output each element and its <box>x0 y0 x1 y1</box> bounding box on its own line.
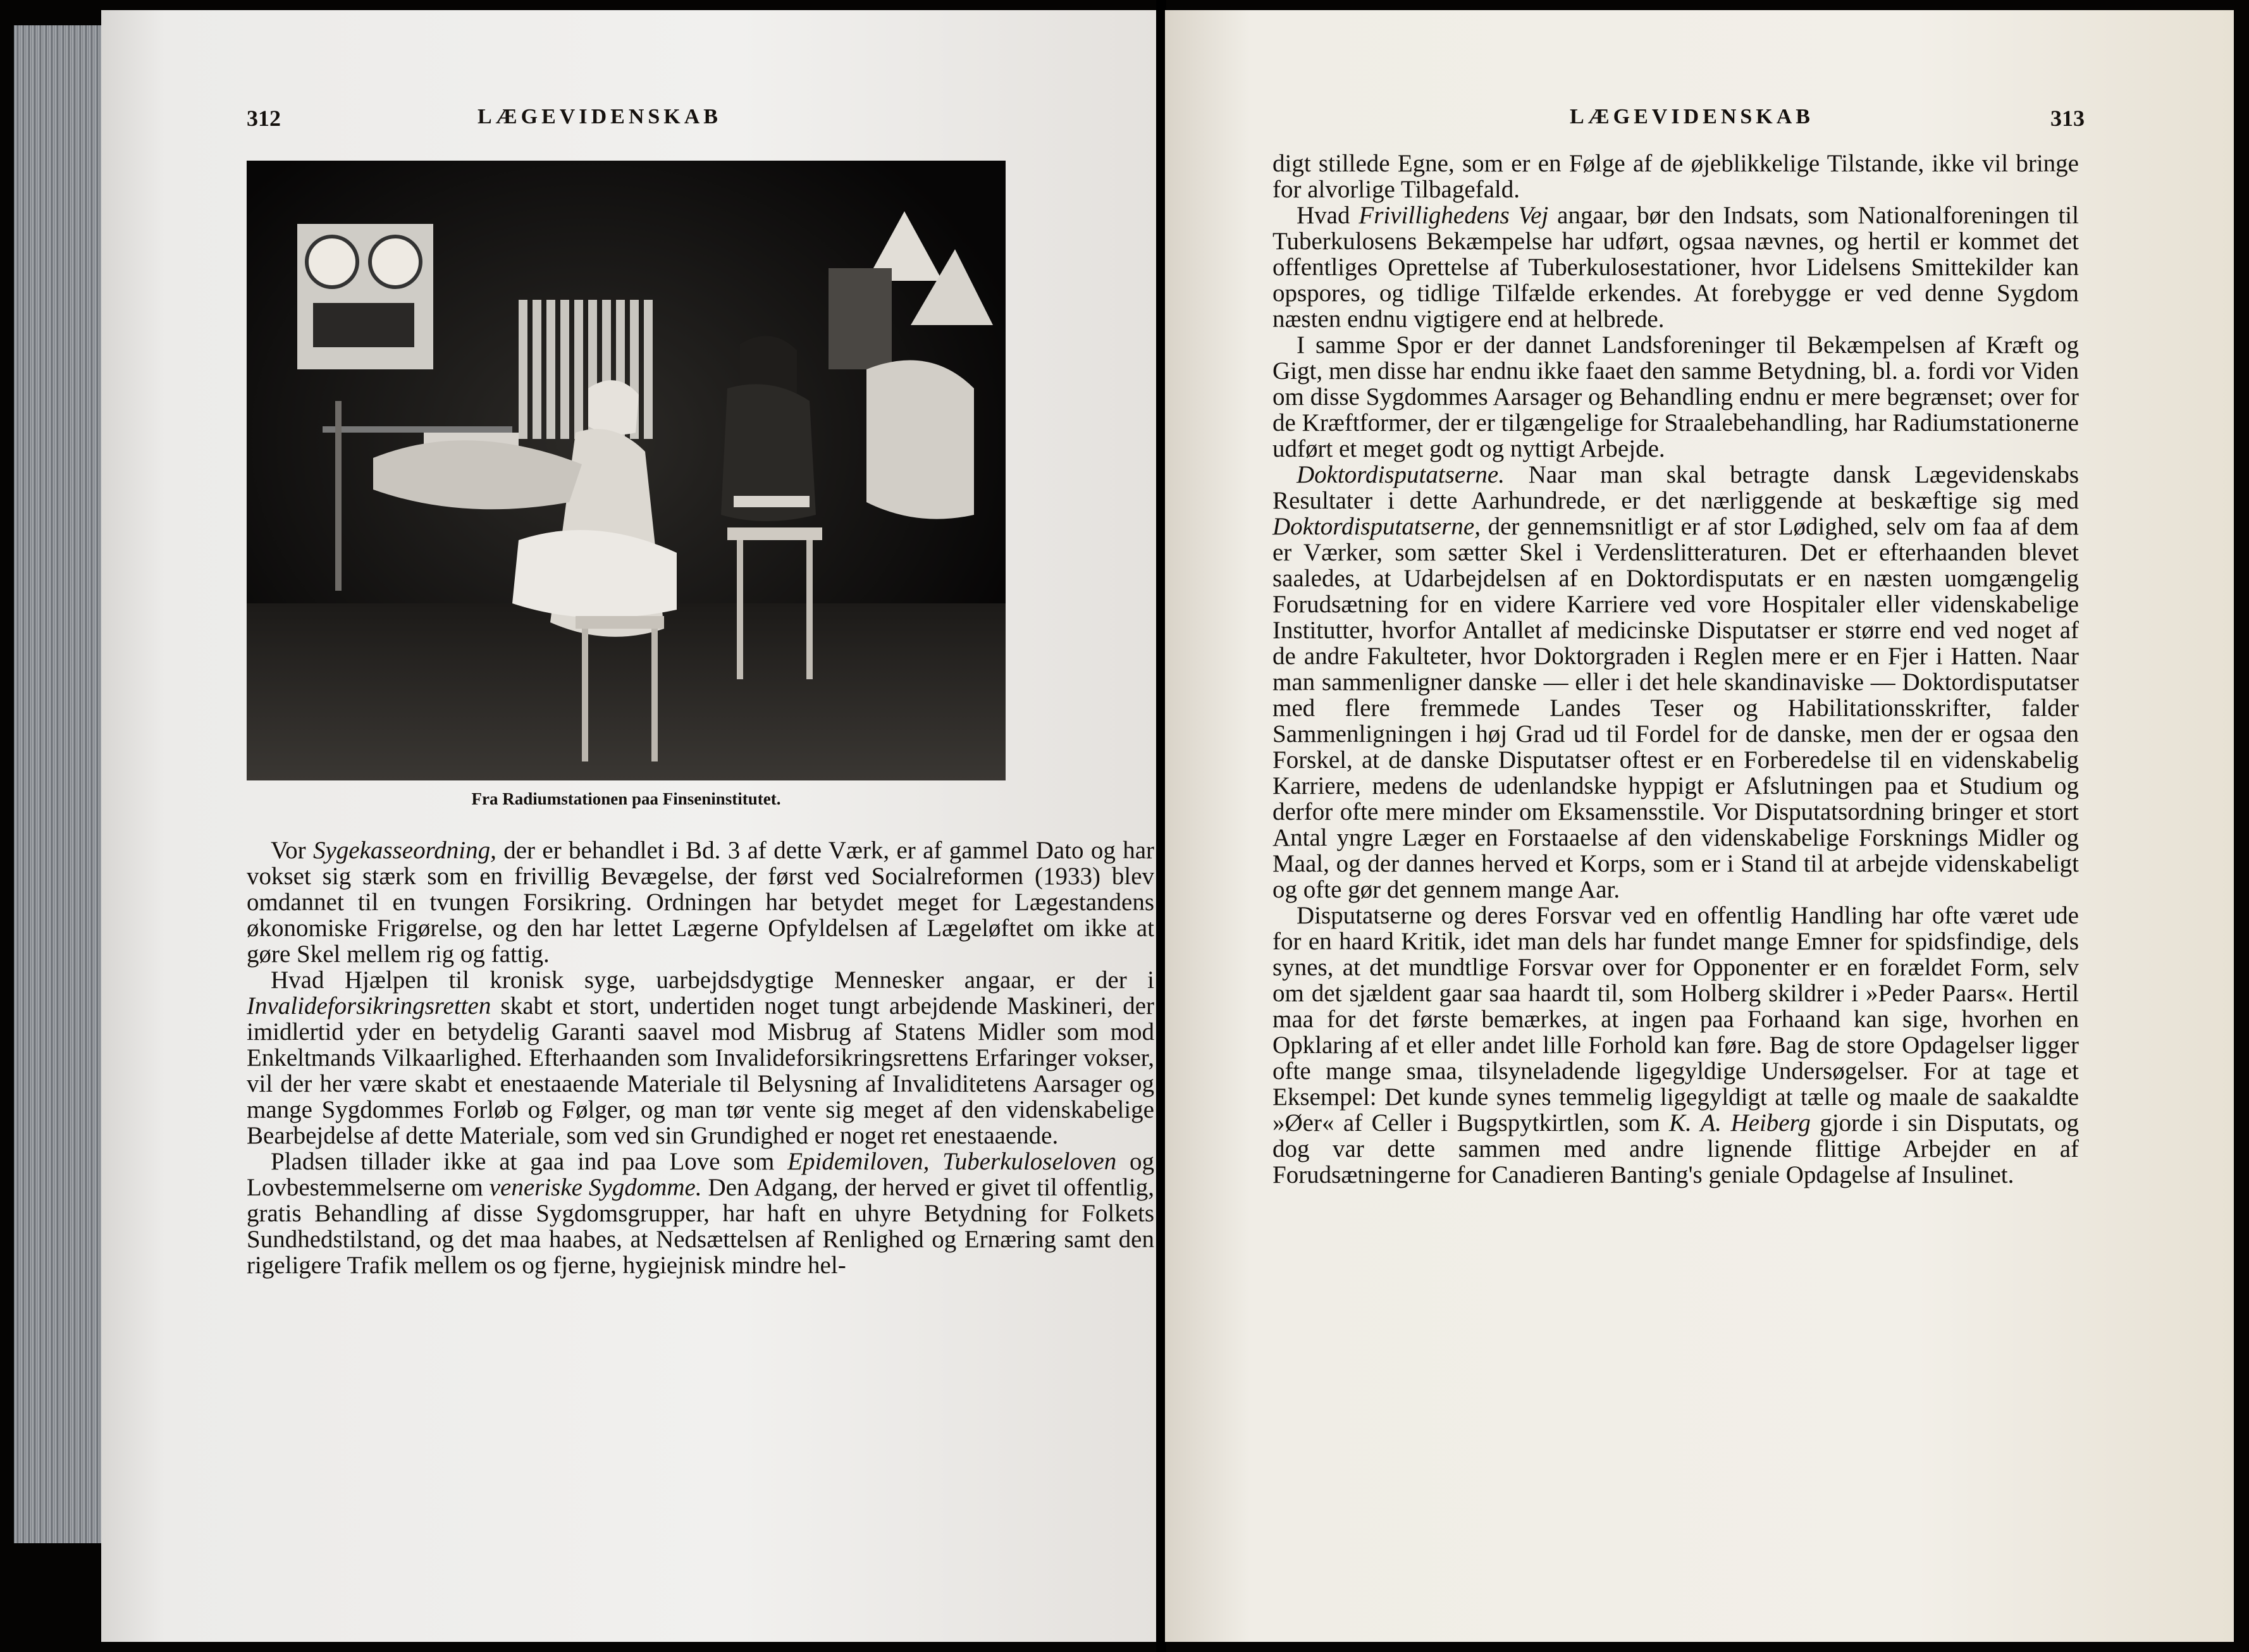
text-run: Vor <box>271 837 313 864</box>
page-number-right: 313 <box>2050 106 2085 131</box>
running-head-right: LÆGEVIDENSKAB <box>1570 105 1814 128</box>
section-heading-doktordisputatserne: Doktordisputatserne. <box>1297 461 1505 488</box>
paragraph-doktordisputatserne <box>1272 462 2079 903</box>
left-body-text <box>247 837 1154 1278</box>
radium-station-photo <box>247 161 1006 780</box>
paragraph-forsvar <box>1272 903 2079 1188</box>
text-run: Naar man skal betragte dansk Lægevidenskabs Resultater i dette Aarhundrede, er det nærliggende at beskæftige sig med <box>1272 461 2079 514</box>
photo-illustration <box>247 161 1006 780</box>
text-run: gjorde i sin Disputats, og dog var dette sammen med andre lignende flittige Arbejder en af Forudsætningerne for Canadieren Banting's geniale Opdagelse af Insulinet. <box>1272 1109 2079 1188</box>
text-run: der gennemsnitligt er af stor Lødighed, selv om faa af dem er Værker, som sætter Skel i Verdenslitteraturen. Det er efterhaanden blevet saaledes, at Udarbejdelsen af en Doktordisputats er en næsten uomgængelig Forudsætning for en videre Karriere ved vore Hospitaler eller videnskabelige Institutter, hvorfor Antallet af medicinske Disputatser er større end ved noget af de andre Fakulteter, hvor Doktorgraden i Reglen mere er en Fjer i Hatten. Naar man sammenligner danske — eller i det hele skandinaviske — Doktordisputatser med flere fremmede Landes Teser og Habilitationsskrifter, falder Sammenligningen i høj Grad ud til Fordel for de danske, men der er ogsaa den Forskel, at de danske Disputatser oftest er en Forberedelse til en videnskabelig Karriere, medens de udenlandske hyppigt er Afslutningen paa et Studium og derfor ofte mere minder om Eksamensstile. Vor Disputatsordning bringer et stort Antal yngre Læger en Forstaaelse af den videnskabelige Forsknings Midler og Maal, og der dannes herved et Korps, som er i Stand til at arbejde videnskabeligt og ofte gør det gennem mange Aar. <box>1272 513 2079 903</box>
text-run: Disputatserne og deres Forsvar ved en offentlig Handling har ofte været ude for en haard Kritik, idet man dels har fundet mange Emner for spidsfindige, dels synes, at det mundtlige Forsvar over for Opponenter er en forældet Form, selv om det sjældent gaar saa haardt til, som Holberg skildrer i »Peder Paars«. Hertil maa for det første bemærkes, at ingen paa Forhaand kan sige, hvorhen en Opklaring af et eller andet lille Forhold kan føre. Bag de store Opdagelser ligger ofte mange smaa, tilsyneladende ligegyldige Undersøgelser. For at tage et Eksempel: Det kunde synes temmelig ligegyldigt at tælle og maale de saakaldte »Øer« af Celler i Bugspytkirtlen, som <box>1272 902 2079 1137</box>
paragraph-invalide <box>247 967 1154 1149</box>
emphasis-heiberg: K. A. Heiberg <box>1669 1109 1811 1137</box>
emphasis-epidemiloven: Epidemiloven, Tuberkuloseloven <box>787 1148 1117 1175</box>
emphasis-invalideforsikringsretten: Invalideforsikringsretten <box>247 992 491 1020</box>
paragraph-landsforeninger: I samme Spor er der dannet Landsforeninger til Bekæmpelsen af Kræft og Gigt, men disse har endnu ikke faaet den samme Betydning, bl. a. fordi vor Viden om disse Sygdommes Aarsager og Behandling endnu er mere begrænset; over for de Kræftformer, der er tilgængelige for Straalebehandling, har Radiumstationerne udført et meget godt og nyttigt Arbejde. <box>1272 331 2079 462</box>
right-page <box>1165 10 2234 1642</box>
photo-caption: Fra Radiumstationen paa Finseninstitutet. <box>471 789 781 808</box>
emphasis-sygekasseordning: Sygekasseordning, <box>312 837 496 864</box>
emphasis-frivillighedens-vej: Frivillighedens Vej <box>1359 202 1549 229</box>
text-run: Hvad <box>1297 202 1359 229</box>
text-run: der er behandlet i Bd. 3 af dette Værk, er af gammel Dato og har vokset sig stærk som en frivillig Bevægelse, der først ved Socialreformen (1933) blev omdannet til en tvungen Forsikring. Ordningen har betydet meget for Lægestandens økonomiske Frigørelse, og den har lettet Lægerne Opfyldelsen af Lægeløftet om ikke at gøre Skel mellem rig og fattig. <box>247 837 1155 968</box>
paragraph-frivillighedens <box>1272 202 2079 332</box>
running-head-left: LÆGEVIDENSKAB <box>478 105 722 128</box>
text-run: angaar, bør den Indsats, som Nationalforeningen til Tuberkulosens Bekæmpelse har udført, ogsaa nævnes, og hertil er kommet det offentliges Oprettelse af Tuberkulosestationer, hvor Lidelsens Smittekilder kan opspores, og tidlige Tilfælde erkendes. At forebygge er ved denne Sygdom næsten endnu vigtigere end at helbrede. <box>1272 202 2079 333</box>
page-number-left: 312 <box>247 106 281 131</box>
text-run: Den Adgang, der herved er givet til offentlig, gratis Behandling af disse Sygdomsgrupper, har haft en uhyre Betydning for Folkets Sundhedstilstand, og det maa haabes, at Nedsættelsen af Renlighed og Ernæring samt den rigeligere Trafik mellem os og fjerne, hygiejnisk mindre hel- <box>247 1174 1154 1279</box>
page-edges <box>14 25 106 1543</box>
text-run: Hvad Hjælpen til kronisk syge, uarbejdsdygtige Mennesker angaar, er der i <box>271 966 1154 994</box>
emphasis-veneriske: veneriske Sygdomme. <box>489 1174 702 1201</box>
right-body-text <box>1272 151 2079 1188</box>
text-run: Pladsen tillader ikke at gaa ind paa Love som <box>271 1148 788 1175</box>
text-run: skabt et stort, undertiden noget tungt arbejdende Maskineri, der imidlertid yder en betydelig Garanti saavel mod Misbrug af Statens Midler som mod Enkeltmands Vilkaarlighed. Efterhaanden som Invalideforsikringsrettens Erfaringer vokser, vil der her være skabt et enestaaende Materiale til Belysning af Invaliditetens Aarsager og mange Sygdommes Forløb og Følger, og man tør vente sig meget af den videnskabelige Bearbejdelse af dette Materiale, som ved sin Grundighed er noget ret enestaaende. <box>247 992 1154 1149</box>
paragraph-love <box>247 1149 1154 1278</box>
emphasis-doktordisputatserne: Doktordisputatserne, <box>1272 513 1481 540</box>
paragraph-sygekasse <box>247 837 1154 967</box>
paragraph-continuation: digt stillede Egne, som er en Følge af de øjeblikkelige Tilstande, ikke vil bringe for alvorlige Tilbagefald. <box>1272 150 2079 203</box>
left-page <box>101 10 1157 1642</box>
text-run: og Lovbestemmelserne om <box>247 1148 1154 1201</box>
